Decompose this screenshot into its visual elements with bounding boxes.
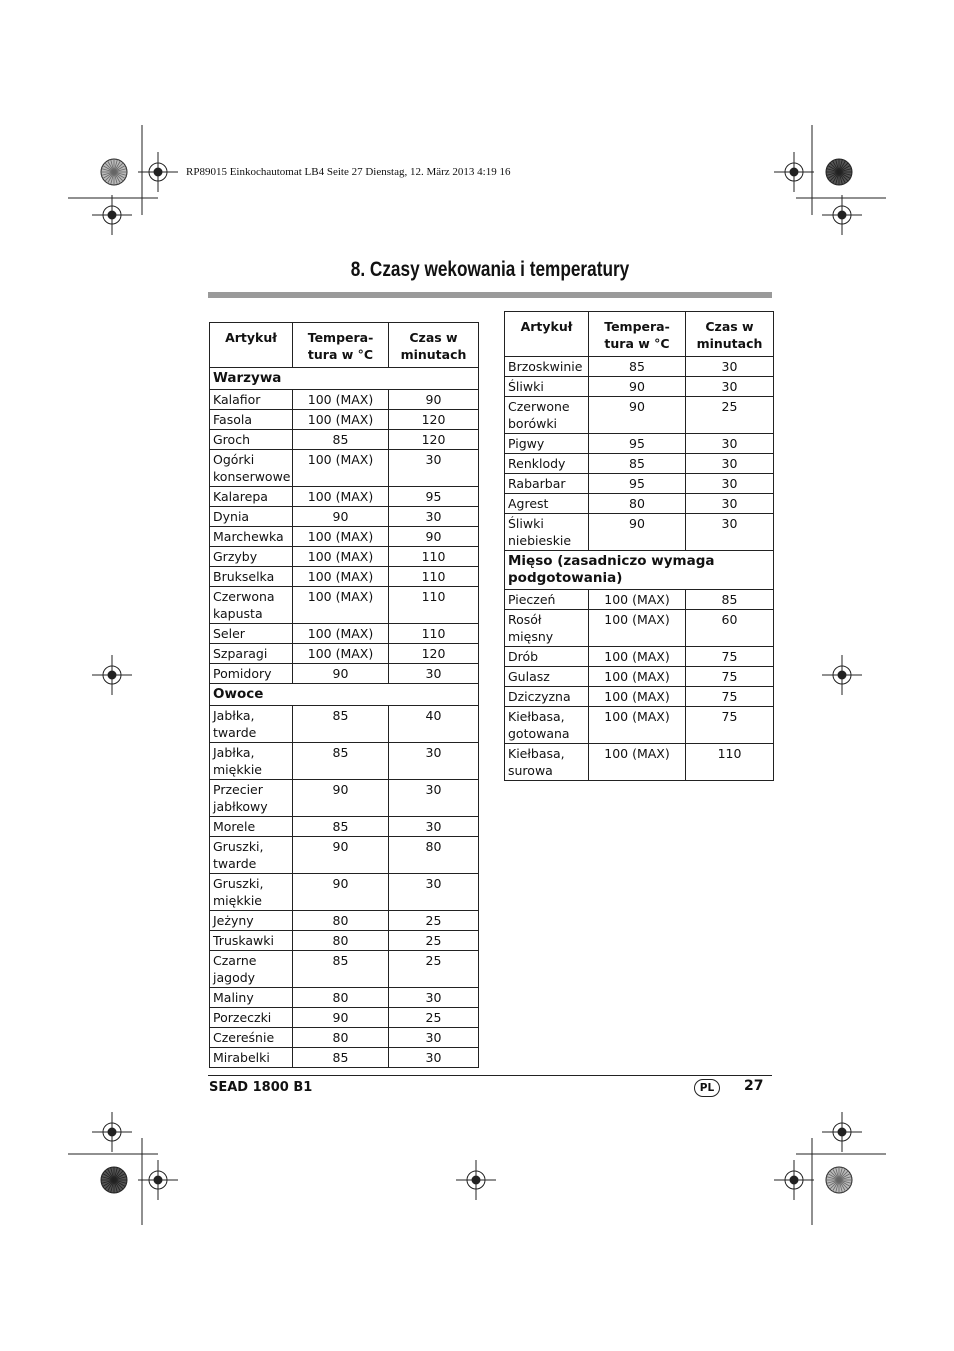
article-cell: Kalarepa: [210, 487, 293, 507]
time-cell: 30: [686, 454, 774, 474]
table-header-row: [210, 323, 479, 368]
temperature-cell: 100 (MAX): [589, 590, 686, 610]
article-cell: Jeżyny: [210, 911, 293, 931]
time-cell: 80: [389, 837, 479, 874]
title-underline-bar: [208, 292, 772, 298]
article-cell: Pieczeń: [505, 590, 589, 610]
article-cell: Kiełbasa, surowa: [505, 744, 589, 781]
time-cell: 30: [686, 377, 774, 397]
table-row: [210, 988, 479, 1008]
time-cell: 30: [389, 664, 479, 684]
time-cell: 30: [686, 474, 774, 494]
time-cell: 30: [389, 874, 479, 911]
temperature-cell: 90: [589, 377, 686, 397]
table-row: [505, 377, 774, 397]
article-cell: Rosół mięsny: [505, 610, 589, 647]
temperature-cell: 100 (MAX): [293, 390, 389, 410]
article-cell: Brzoskwinie: [505, 357, 589, 377]
article-cell: Ogórki konserwowe: [210, 450, 293, 487]
table-row: [210, 1048, 479, 1068]
article-cell: Truskawki: [210, 931, 293, 951]
temperature-cell: 100 (MAX): [293, 450, 389, 487]
table-row: [210, 527, 479, 547]
table-row: [505, 514, 774, 551]
time-cell: 25: [389, 951, 479, 988]
temperature-cell: 90: [293, 837, 389, 874]
article-cell: Renklody: [505, 454, 589, 474]
temperature-cell: 90: [589, 397, 686, 434]
table-row: [210, 874, 479, 911]
time-cell: 30: [389, 1048, 479, 1068]
time-cell: 85: [686, 590, 774, 610]
table-row: [210, 410, 479, 430]
time-cell: 25: [389, 931, 479, 951]
article-cell: Czerwona kapusta: [210, 587, 293, 624]
time-cell: 60: [686, 610, 774, 647]
time-cell: 75: [686, 667, 774, 687]
temperature-cell: 80: [293, 931, 389, 951]
article-cell: Szparagi: [210, 644, 293, 664]
time-cell: 30: [389, 450, 479, 487]
temperature-cell: 80: [293, 988, 389, 1008]
article-cell: Czereśnie: [210, 1028, 293, 1048]
article-cell: Rabarbar: [505, 474, 589, 494]
table-row: [210, 951, 479, 988]
temperature-cell: 80: [293, 1028, 389, 1048]
table-row: [210, 450, 479, 487]
article-cell: Morele: [210, 817, 293, 837]
temperature-cell: 100 (MAX): [589, 707, 686, 744]
temperature-cell: 100 (MAX): [293, 527, 389, 547]
table-row: [210, 487, 479, 507]
article-cell: Grzyby: [210, 547, 293, 567]
header-temperature: Tempera-tura w °C: [589, 312, 686, 357]
table-row: [210, 1028, 479, 1048]
table-row: [505, 687, 774, 707]
time-cell: 90: [389, 390, 479, 410]
temperature-cell: 100 (MAX): [293, 587, 389, 624]
time-cell: 120: [389, 410, 479, 430]
article-cell: Jabłka, twarde: [210, 706, 293, 743]
temperature-cell: 85: [293, 817, 389, 837]
table-row: [505, 647, 774, 667]
header-time: Czas w minutach: [389, 323, 479, 368]
temperature-cell: 90: [293, 874, 389, 911]
temperature-cell: 100 (MAX): [589, 667, 686, 687]
article-cell: Mirabelki: [210, 1048, 293, 1068]
temperature-cell: 80: [293, 911, 389, 931]
footer-rule: [208, 1075, 772, 1076]
time-cell: 30: [686, 357, 774, 377]
article-cell: Gruszki, miękkie: [210, 874, 293, 911]
table-row: [505, 454, 774, 474]
time-cell: 30: [686, 514, 774, 551]
table-row: [505, 357, 774, 377]
time-cell: 25: [389, 911, 479, 931]
temperature-cell: 85: [293, 430, 389, 450]
table-row: [210, 837, 479, 874]
article-cell: Fasola: [210, 410, 293, 430]
time-cell: 30: [389, 817, 479, 837]
article-cell: Kalafior: [210, 390, 293, 410]
time-cell: 110: [389, 567, 479, 587]
time-cell: 75: [686, 647, 774, 667]
temperature-cell: 90: [293, 664, 389, 684]
temperature-cell: 85: [293, 706, 389, 743]
article-cell: Gruszki, twarde: [210, 837, 293, 874]
section-title: Warzywa: [210, 368, 479, 390]
temperature-cell: 95: [589, 434, 686, 454]
table-row: [210, 624, 479, 644]
section-row: [210, 684, 479, 706]
header-article: Artykuł: [210, 323, 293, 368]
section-title: Owoce: [210, 684, 479, 706]
article-cell: Pomidory: [210, 664, 293, 684]
time-cell: 40: [389, 706, 479, 743]
time-cell: 30: [389, 507, 479, 527]
table-row: [210, 931, 479, 951]
time-cell: 75: [686, 687, 774, 707]
article-cell: Pigwy: [505, 434, 589, 454]
time-cell: 110: [686, 744, 774, 781]
table-row: [505, 744, 774, 781]
article-cell: Maliny: [210, 988, 293, 1008]
table-row: [505, 397, 774, 434]
table-row: [210, 547, 479, 567]
time-cell: 30: [686, 494, 774, 514]
article-cell: Agrest: [505, 494, 589, 514]
temperature-cell: 100 (MAX): [293, 567, 389, 587]
temperature-cell: 85: [293, 1048, 389, 1068]
temperature-cell: 100 (MAX): [589, 744, 686, 781]
header-time: Czas w minutach: [686, 312, 774, 357]
time-cell: 30: [389, 988, 479, 1008]
table-row: [210, 567, 479, 587]
temperature-cell: 85: [589, 454, 686, 474]
article-cell: Śliwki niebieskie: [505, 514, 589, 551]
table-row: [210, 507, 479, 527]
time-cell: 110: [389, 624, 479, 644]
page-number: 27: [744, 1078, 764, 1094]
table-row: [210, 664, 479, 684]
temperature-cell: 100 (MAX): [293, 410, 389, 430]
article-cell: Dziczyzna: [505, 687, 589, 707]
article-cell: Przecier jabłkowy: [210, 780, 293, 817]
table-header-row: [505, 312, 774, 357]
article-cell: Kiełbasa, gotowana: [505, 707, 589, 744]
time-cell: 120: [389, 430, 479, 450]
table-row: [210, 644, 479, 664]
temperature-cell: 90: [293, 1008, 389, 1028]
table-row: [505, 707, 774, 744]
article-cell: Groch: [210, 430, 293, 450]
table-row: [210, 430, 479, 450]
article-cell: Dynia: [210, 507, 293, 527]
time-cell: 25: [389, 1008, 479, 1028]
article-cell: Seler: [210, 624, 293, 644]
temperature-cell: 90: [293, 507, 389, 527]
table-row: [210, 817, 479, 837]
article-cell: Gulasz: [505, 667, 589, 687]
table-row: [210, 587, 479, 624]
print-header: RP89015 Einkochautomat LB4 Seite 27 Dienstag, 12. März 2013 4:19 16: [186, 166, 511, 178]
article-cell: Śliwki: [505, 377, 589, 397]
time-cell: 120: [389, 644, 479, 664]
article-cell: Porzeczki: [210, 1008, 293, 1028]
article-cell: Drób: [505, 647, 589, 667]
temperature-cell: 100 (MAX): [293, 624, 389, 644]
temperature-cell: 90: [293, 780, 389, 817]
section-row: [505, 551, 774, 590]
article-cell: Jabłka, miękkie: [210, 743, 293, 780]
temperature-cell: 85: [589, 357, 686, 377]
header-temperature: Tempera-tura w °C: [293, 323, 389, 368]
temperature-cell: 95: [589, 474, 686, 494]
canning-table-right: [504, 311, 774, 781]
model-number: SEAD 1800 B1: [209, 1080, 313, 1095]
time-cell: 30: [389, 780, 479, 817]
temperature-cell: 100 (MAX): [589, 687, 686, 707]
table-row: [505, 667, 774, 687]
language-badge: PL: [694, 1079, 720, 1097]
table-row: [210, 911, 479, 931]
temperature-cell: 85: [293, 743, 389, 780]
temperature-cell: 100 (MAX): [293, 487, 389, 507]
temperature-cell: 80: [589, 494, 686, 514]
article-cell: Marchewka: [210, 527, 293, 547]
table-row: [505, 434, 774, 454]
canning-table-left: [209, 322, 479, 1068]
time-cell: 110: [389, 547, 479, 567]
article-cell: Czarne jagody: [210, 951, 293, 988]
temperature-cell: 85: [293, 951, 389, 988]
temperature-cell: 100 (MAX): [293, 547, 389, 567]
table-row: [210, 780, 479, 817]
table-row: [210, 743, 479, 780]
table-row: [210, 390, 479, 410]
header-article: Artykuł: [505, 312, 589, 357]
table-row: [210, 1008, 479, 1028]
page-title: 8. Czasy wekowania i temperatury: [350, 258, 630, 281]
section-row: [210, 368, 479, 390]
temperature-cell: 100 (MAX): [589, 647, 686, 667]
temperature-cell: 100 (MAX): [589, 610, 686, 647]
time-cell: 25: [686, 397, 774, 434]
temperature-cell: 100 (MAX): [293, 644, 389, 664]
table-row: [505, 590, 774, 610]
table-row: [505, 610, 774, 647]
article-cell: Brukselka: [210, 567, 293, 587]
time-cell: 30: [389, 1028, 479, 1048]
article-cell: Czerwone borówki: [505, 397, 589, 434]
time-cell: 30: [389, 743, 479, 780]
time-cell: 95: [389, 487, 479, 507]
table-row: [505, 474, 774, 494]
table-row: [505, 494, 774, 514]
temperature-cell: 90: [589, 514, 686, 551]
time-cell: 30: [686, 434, 774, 454]
table-row: [210, 706, 479, 743]
time-cell: 90: [389, 527, 479, 547]
time-cell: 110: [389, 587, 479, 624]
section-title: Mięso (zasadniczo wymaga podgotowania): [505, 551, 774, 590]
time-cell: 75: [686, 707, 774, 744]
